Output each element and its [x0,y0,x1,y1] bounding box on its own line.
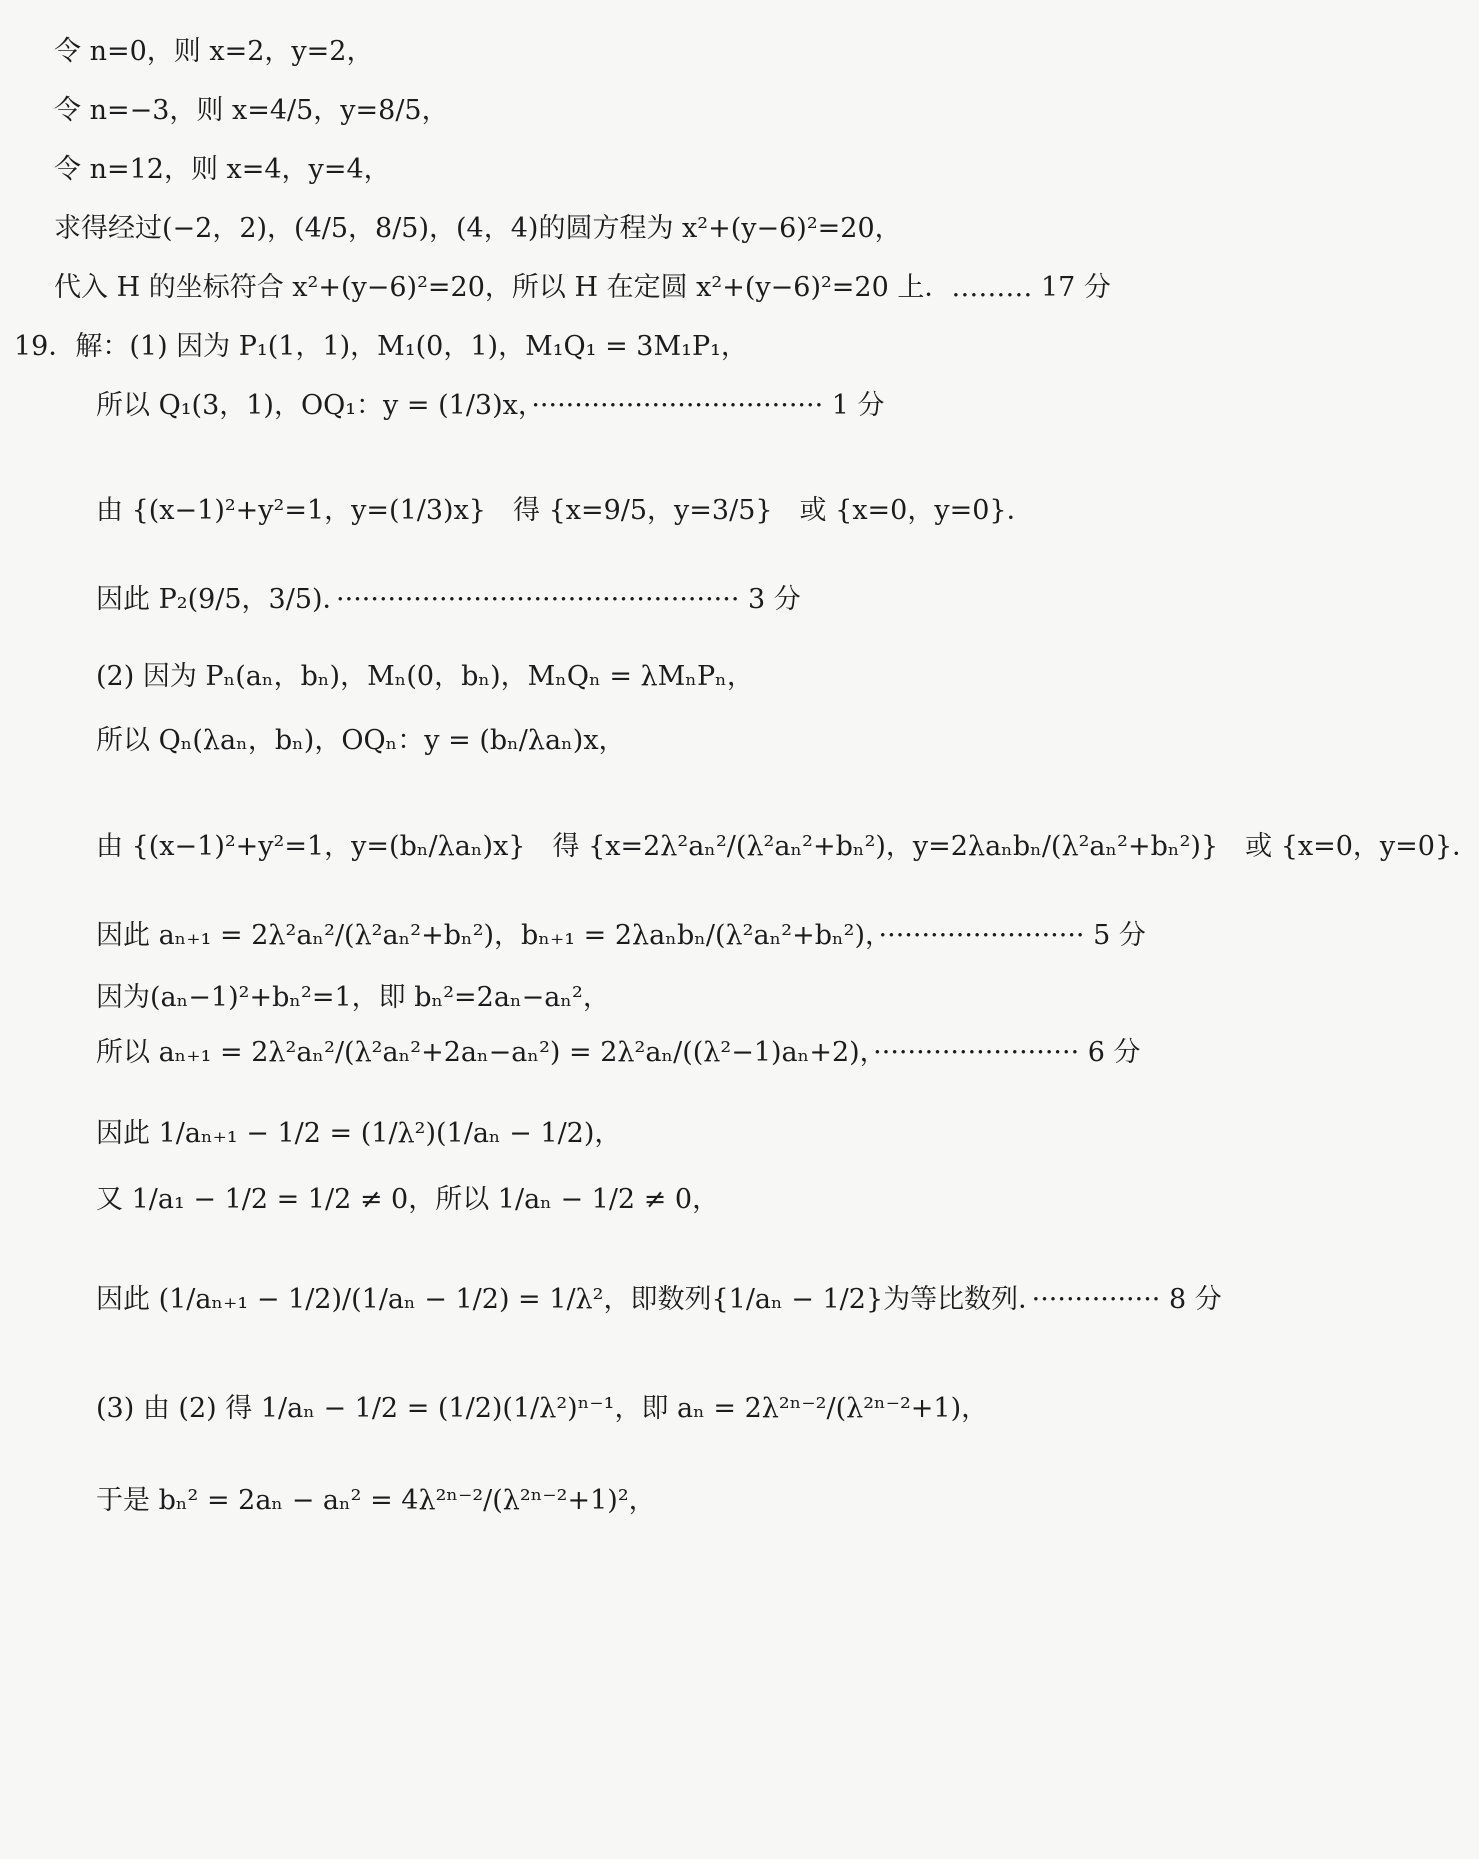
line-7: 所以 Q₁(3，1)，OQ₁：y = (1/3)x，·································· 1 分 [96,390,885,421]
line-20: 于是 bₙ² = 2aₙ − aₙ² = 4λ²ⁿ⁻²/(λ²ⁿ⁻²+1)²， [96,1485,656,1516]
line-18: 因此 (1/aₙ₊₁ − 1/2)/(1/aₙ − 1/2) = 1/λ²，即数列{1/aₙ − 1/2}为等比数列．··············· 8 分 [96,1284,1222,1315]
line-3: 令 n=12，则 x=4，y=4， [54,154,391,185]
line-13: 因此 aₙ₊₁ = 2λ²aₙ²/(λ²aₙ²+bₙ²)，bₙ₊₁ = 2λaₙbₙ/(λ²aₙ²+bₙ²)，························ 5 分 [96,920,1146,951]
line-1: 令 n=0，则 x=2，y=2， [54,36,374,67]
line-5: 代入 H 的坐标符合 x²+(y−6)²=20，所以 H 在定圆 x²+(y−6)²=20 上．……… 17 分 [54,272,1111,303]
line-9: 因此 P₂(9/5，3/5)．··············································· 3 分 [96,584,801,615]
line-4: 求得经过(−2，2)，(4/5，8/5)，(4，4)的圆方程为 x²+(y−6)²=20， [54,213,902,244]
line-14: 因为(aₙ−1)²+bₙ²=1，即 bₙ²=2aₙ−aₙ²， [96,982,610,1013]
line-6: 19．解：(1) 因为 P₁(1，1)，M₁(0，1)，M₁Q₁ = 3M₁P₁， [14,331,748,362]
line-19: (3) 由 (2) 得 1/aₙ − 1/2 = (1/2)(1/λ²)ⁿ⁻¹，即 aₙ = 2λ²ⁿ⁻²/(λ²ⁿ⁻²+1)， [96,1393,989,1424]
line-12: 由 {(x−1)²+y²=1，y=(bₙ/λaₙ)x} 得 {x=2λ²aₙ²/(λ²aₙ²+bₙ²)，y=2λaₙbₙ/(λ²aₙ²+bₙ²)} 或 {x=0，y=0}． [96,831,1479,862]
line-10: (2) 因为 Pₙ(aₙ，bₙ)，Mₙ(0，bₙ)，MₙQₙ = λMₙPₙ， [96,661,754,692]
line-2: 令 n=−3，则 x=4/5，y=8/5， [54,95,449,126]
line-17: 又 1/a₁ − 1/2 = 1/2 ≠ 0，所以 1/aₙ − 1/2 ≠ 0， [96,1184,720,1215]
line-8: 由 {(x−1)²+y²=1，y=(1/3)x} 得 {x=9/5，y=3/5} 或 {x=0，y=0}． [96,495,1034,526]
line-16: 因此 1/aₙ₊₁ − 1/2 = (1/λ²)(1/aₙ − 1/2)， [96,1118,622,1149]
line-15: 所以 aₙ₊₁ = 2λ²aₙ²/(λ²aₙ²+2aₙ−aₙ²) = 2λ²aₙ/((λ²−1)aₙ+2)，························ 6 分 [96,1037,1141,1068]
line-11: 所以 Qₙ(λaₙ，bₙ)，OQₙ：y = (bₙ/λaₙ)x， [96,725,626,756]
